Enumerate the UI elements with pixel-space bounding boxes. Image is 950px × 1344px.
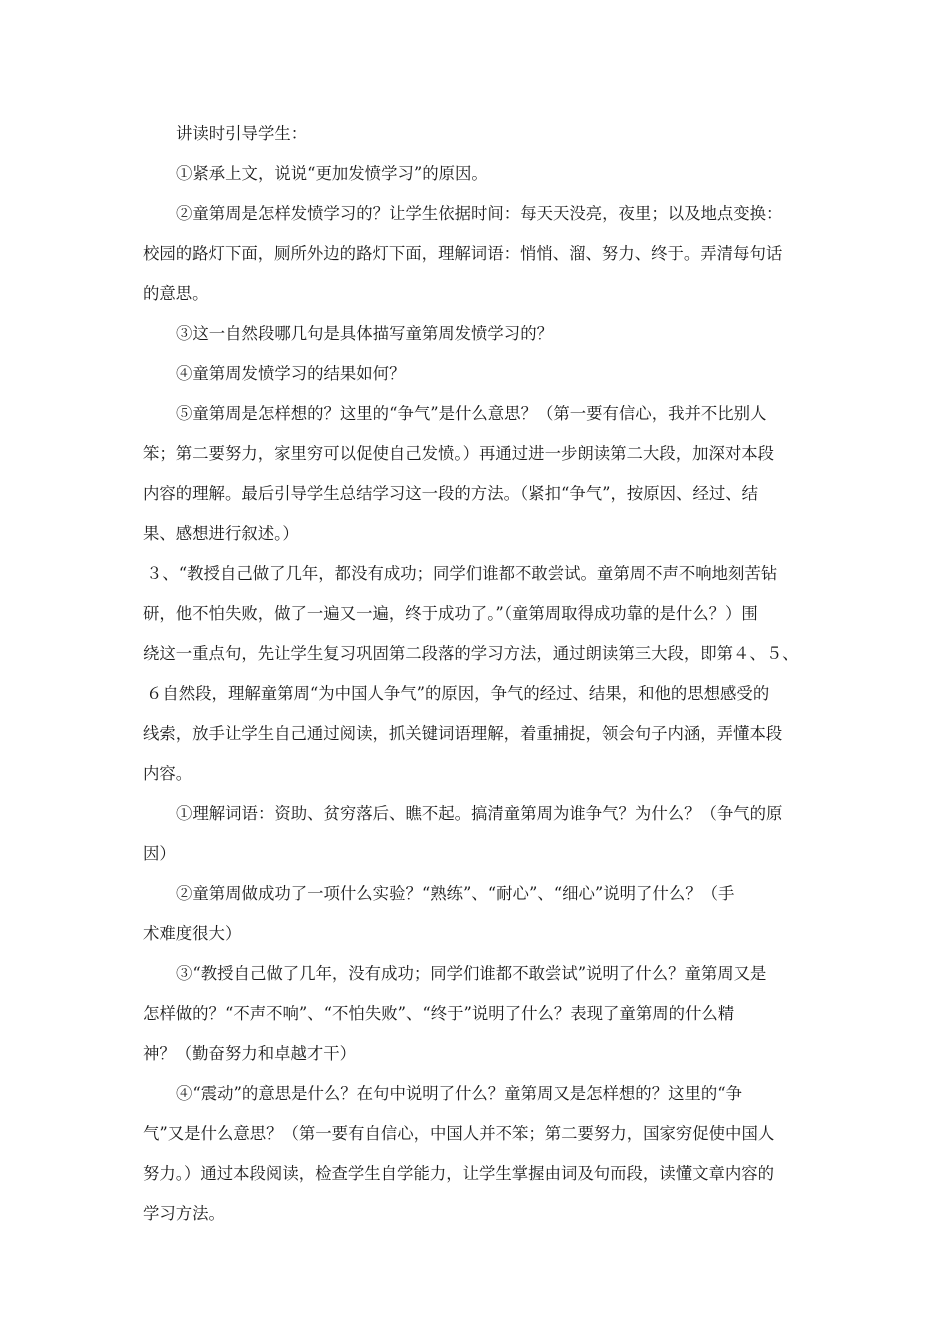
text-line: 术难度很大） <box>143 924 242 943</box>
text-line: ③“教授自己做了几年，没有成功；同学们谁都不敢尝试”说明了什么？童第周又是 <box>176 964 767 983</box>
text-line: 校园的路灯下面，厕所外边的路灯下面，理解词语：悄悄、溜、努力、终于。弄清每句话 <box>143 244 783 263</box>
text-line: 怎样做的？“不声不响”、“不怕失败”、“终于”说明了什么？表现了童第周的什么精 <box>143 1004 735 1023</box>
text-line: 内容的理解。最后引导学生总结学习这一段的方法。（紧扣“争气”，按原因、经过、结 <box>143 484 759 503</box>
text-line: 研，他不怕失败，做了一遍又一遍，终于成功了。”（童第周取得成功靠的是什么？）围 <box>143 604 758 623</box>
text-line: 笨；第二要努力，家里穷可以促使自己发愤。）再通过进一步朗读第二大段，加深对本段 <box>143 444 775 463</box>
text-line: 讲读时引导学生： <box>176 124 308 143</box>
text-line: 绕这一重点句，先让学生复习巩固第二段落的学习方法，通过朗读第三大段，即第４、５、 <box>143 644 799 663</box>
text-line: 线索，放手让学生自己通过阅读，抓关键词语理解，着重捕捉，领会句子内涵，弄懂本段 <box>143 724 783 743</box>
text-line: ②童第周是怎样发愤学习的？让学生依据时间：每天天没亮，夜里；以及地点变换： <box>176 204 783 223</box>
text-line: 的意思。 <box>143 284 209 303</box>
text-line: 内容。 <box>143 764 193 783</box>
text-line: ②童第周做成功了一项什么实验？“熟练”、“耐心”、“细心”说明了什么？（手 <box>176 884 735 903</box>
text-line: ①紧承上文，说说“更加发愤学习”的原因。 <box>176 164 488 183</box>
text-line: ④童第周发愤学习的结果如何？ <box>176 364 406 383</box>
text-line: 神？（勤奋努力和卓越才干） <box>143 1044 357 1063</box>
text-line: ④“震动”的意思是什么？在句中说明了什么？童第周又是怎样想的？这里的“争 <box>176 1084 743 1103</box>
text-line: ６自然段，理解童第周“为中国人争气”的原因，争气的经过、结果，和他的思想感受的 <box>146 684 770 703</box>
text-line: 努力。）通过本段阅读，检查学生自学能力，让学生掌握由词及句而段，读懂文章内容的 <box>143 1164 775 1183</box>
text-line: ⑤童第周是怎样想的？这里的“争气”是什么意思？（第一要有信心，我并不比别人 <box>176 404 767 423</box>
text-line: ③这一自然段哪几句是具体描写童第周发愤学习的？ <box>176 324 553 343</box>
text-line: 因） <box>143 844 176 863</box>
document-page <box>143 114 810 1234</box>
text-line: 气”又是什么意思？（第一要有自信心，中国人并不笨；第二要努力，国家穷促使中国人 <box>143 1124 775 1143</box>
text-line: 果、感想进行叙述。） <box>143 524 299 543</box>
text-line: ３、“教授自己做了几年，都没有成功；同学们谁都不敢尝试。童第周不声不响地刻苦钻 <box>146 564 778 583</box>
text-line: 学习方法。 <box>143 1204 225 1223</box>
text-line: ①理解词语：资助、贫穷落后、瞧不起。搞清童第周为谁争气？为什么？（争气的原 <box>176 804 783 823</box>
